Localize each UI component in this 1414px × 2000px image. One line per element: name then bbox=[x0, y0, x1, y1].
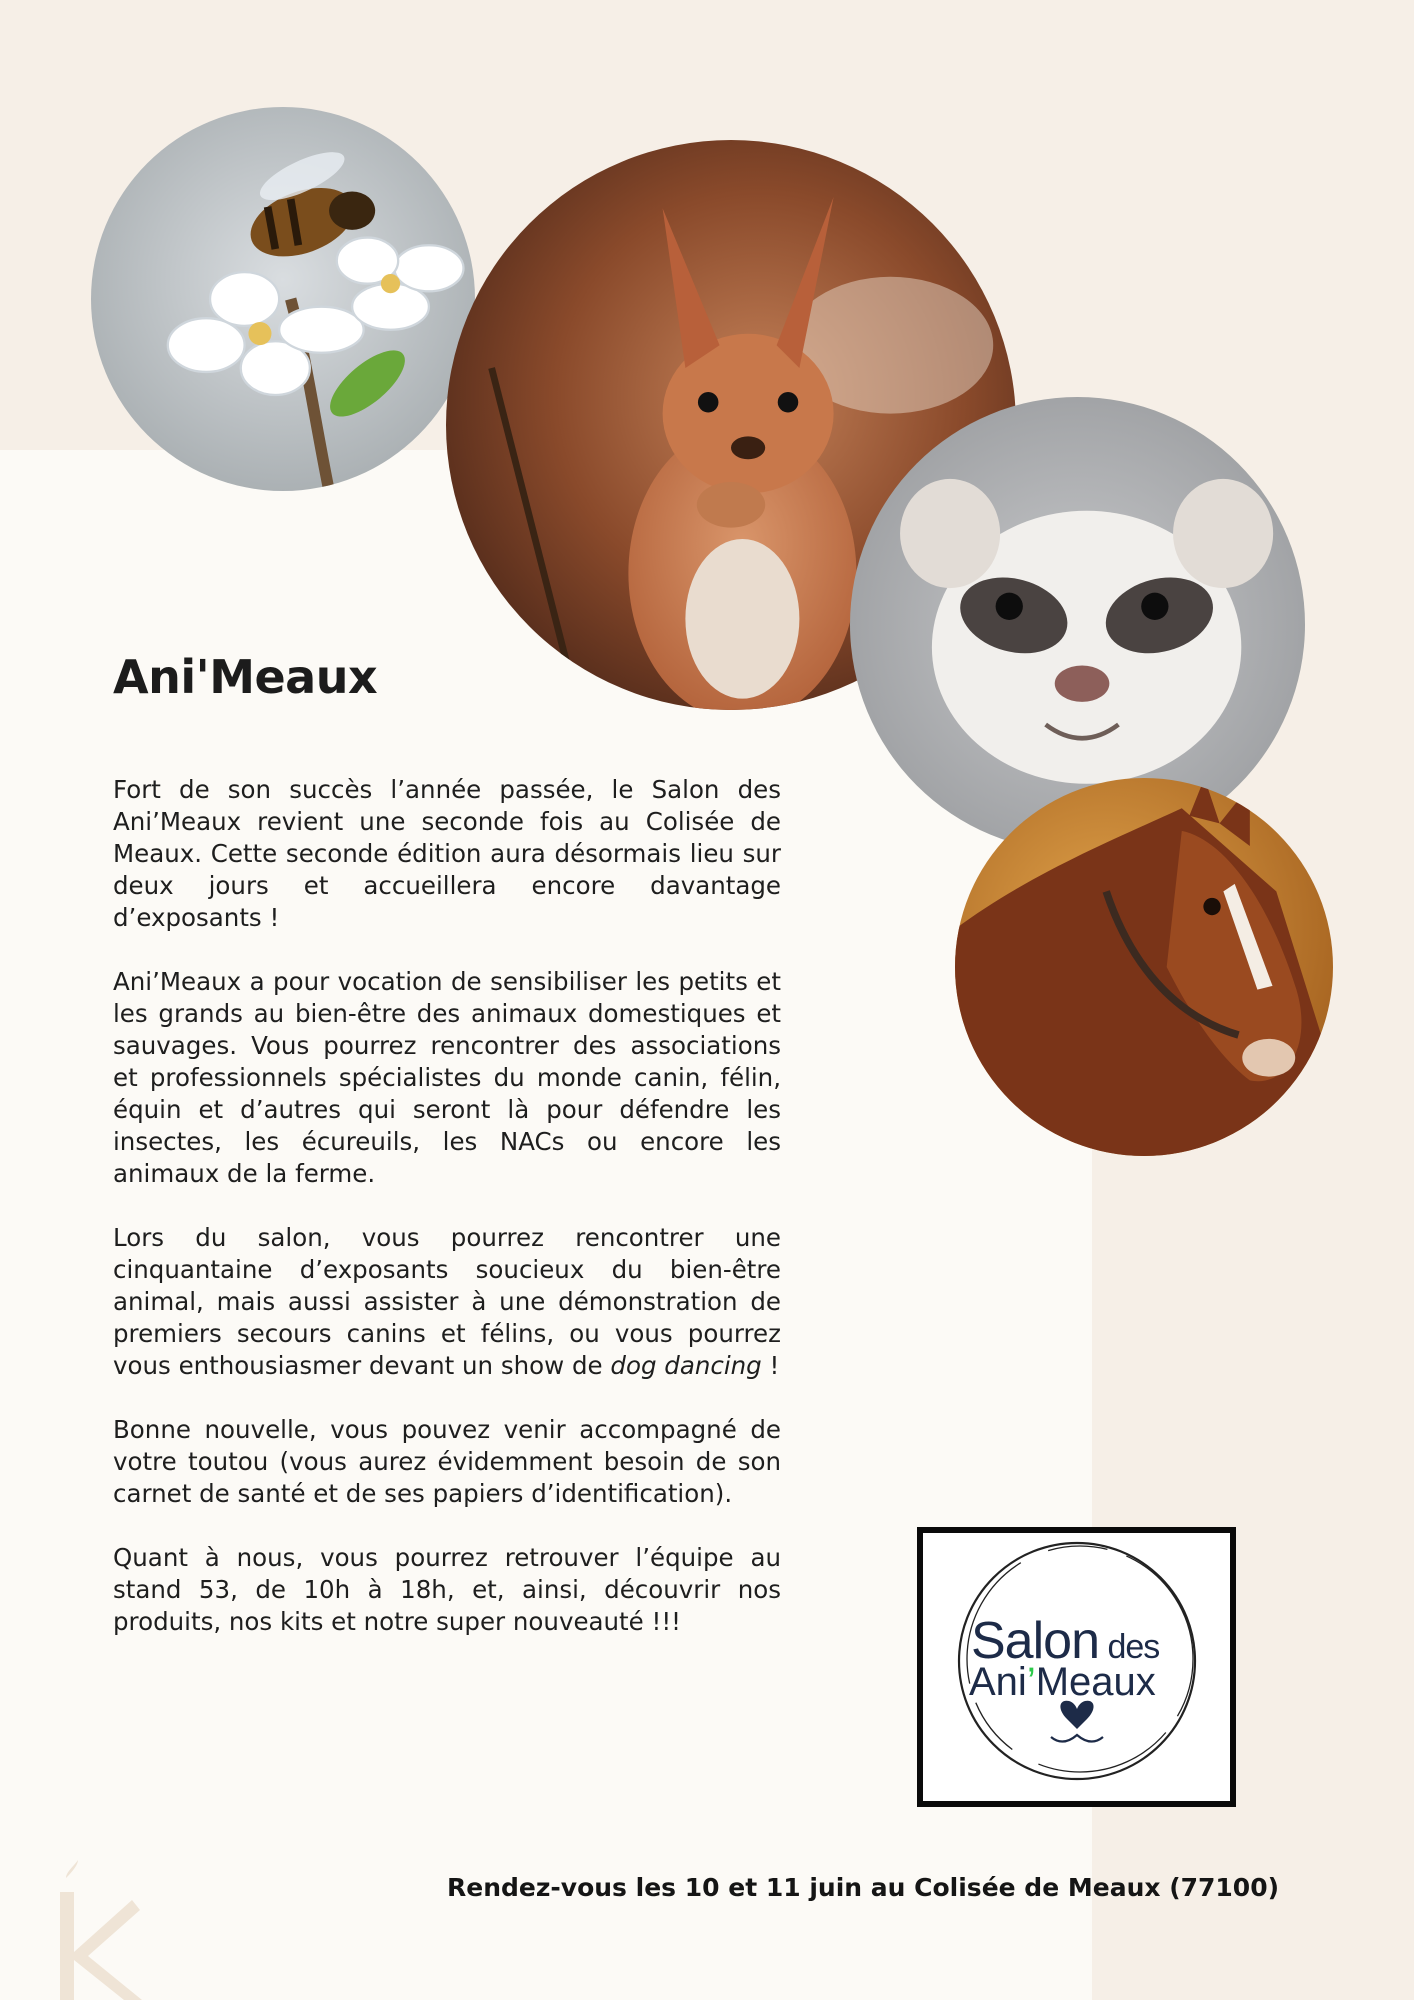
page-title: Ani'Meaux bbox=[113, 650, 378, 704]
dog-dancing-emphasis: dog dancing bbox=[610, 1351, 762, 1380]
salon-logo bbox=[917, 1527, 1236, 1807]
article-body bbox=[113, 774, 781, 1670]
bee-on-blossom-photo bbox=[91, 107, 475, 491]
event-date-location: Rendez-vous les 10 et 11 juin au Colisée de Meaux (77100) bbox=[447, 1873, 1280, 1902]
horse-photo bbox=[955, 778, 1333, 1156]
logo-text bbox=[923, 1533, 1230, 1801]
paragraph-vocation: Ani’Meaux a pour vocation de sensibiliser les petits et les grands au bien-être des animaux domestiques et sauvages. Vous pourrez rencontrer des associations et professionnels spécialistes du monde canin, félin, équin et d’autres qui seront là pour défendre les insectes, les écureuils, les NACs ou encore les animaux de la ferme. bbox=[113, 967, 781, 1188]
paragraph-salon-activities bbox=[113, 1222, 781, 1382]
paragraph-text: Lors du salon, vous pourrez rencontrer une cinquantaine d’exposants soucieux du bien-être animal, mais aussi assister à une démonstration de premiers secours canins et félins, ou vous pourrez vous enthousiasmer devant un show de bbox=[113, 1223, 781, 1380]
logo-line-salon: Salon des bbox=[971, 1612, 1160, 1670]
paragraph-stand-info: Quant à nous, vous pourrez retrouver l’équipe au stand 53, de 10h à 18h, et, ainsi, découvrir nos produits, nos kits et notre super nouveauté !!! bbox=[113, 1543, 781, 1636]
paragraph-intro: Fort de son succès l’année passée, le Salon des Ani’Meaux revient une seconde fois au Colisée de Meaux. Cette seconde édition aura désormais lieu sur deux jours et accueillera encore davantage d’exposants ! bbox=[113, 775, 781, 932]
paragraph-text-end: ! bbox=[761, 1351, 780, 1380]
paragraph-dogs-welcome: Bonne nouvelle, vous pouvez venir accompagné de votre toutou (vous aurez évidemment besoin de son carnet de santé et de ses papiers d’identification). bbox=[113, 1415, 781, 1508]
ferret-photo bbox=[850, 397, 1305, 852]
brand-watermark-icon bbox=[44, 1860, 144, 2000]
logo-line-animeaux: Ani’Meaux bbox=[969, 1660, 1156, 1704]
